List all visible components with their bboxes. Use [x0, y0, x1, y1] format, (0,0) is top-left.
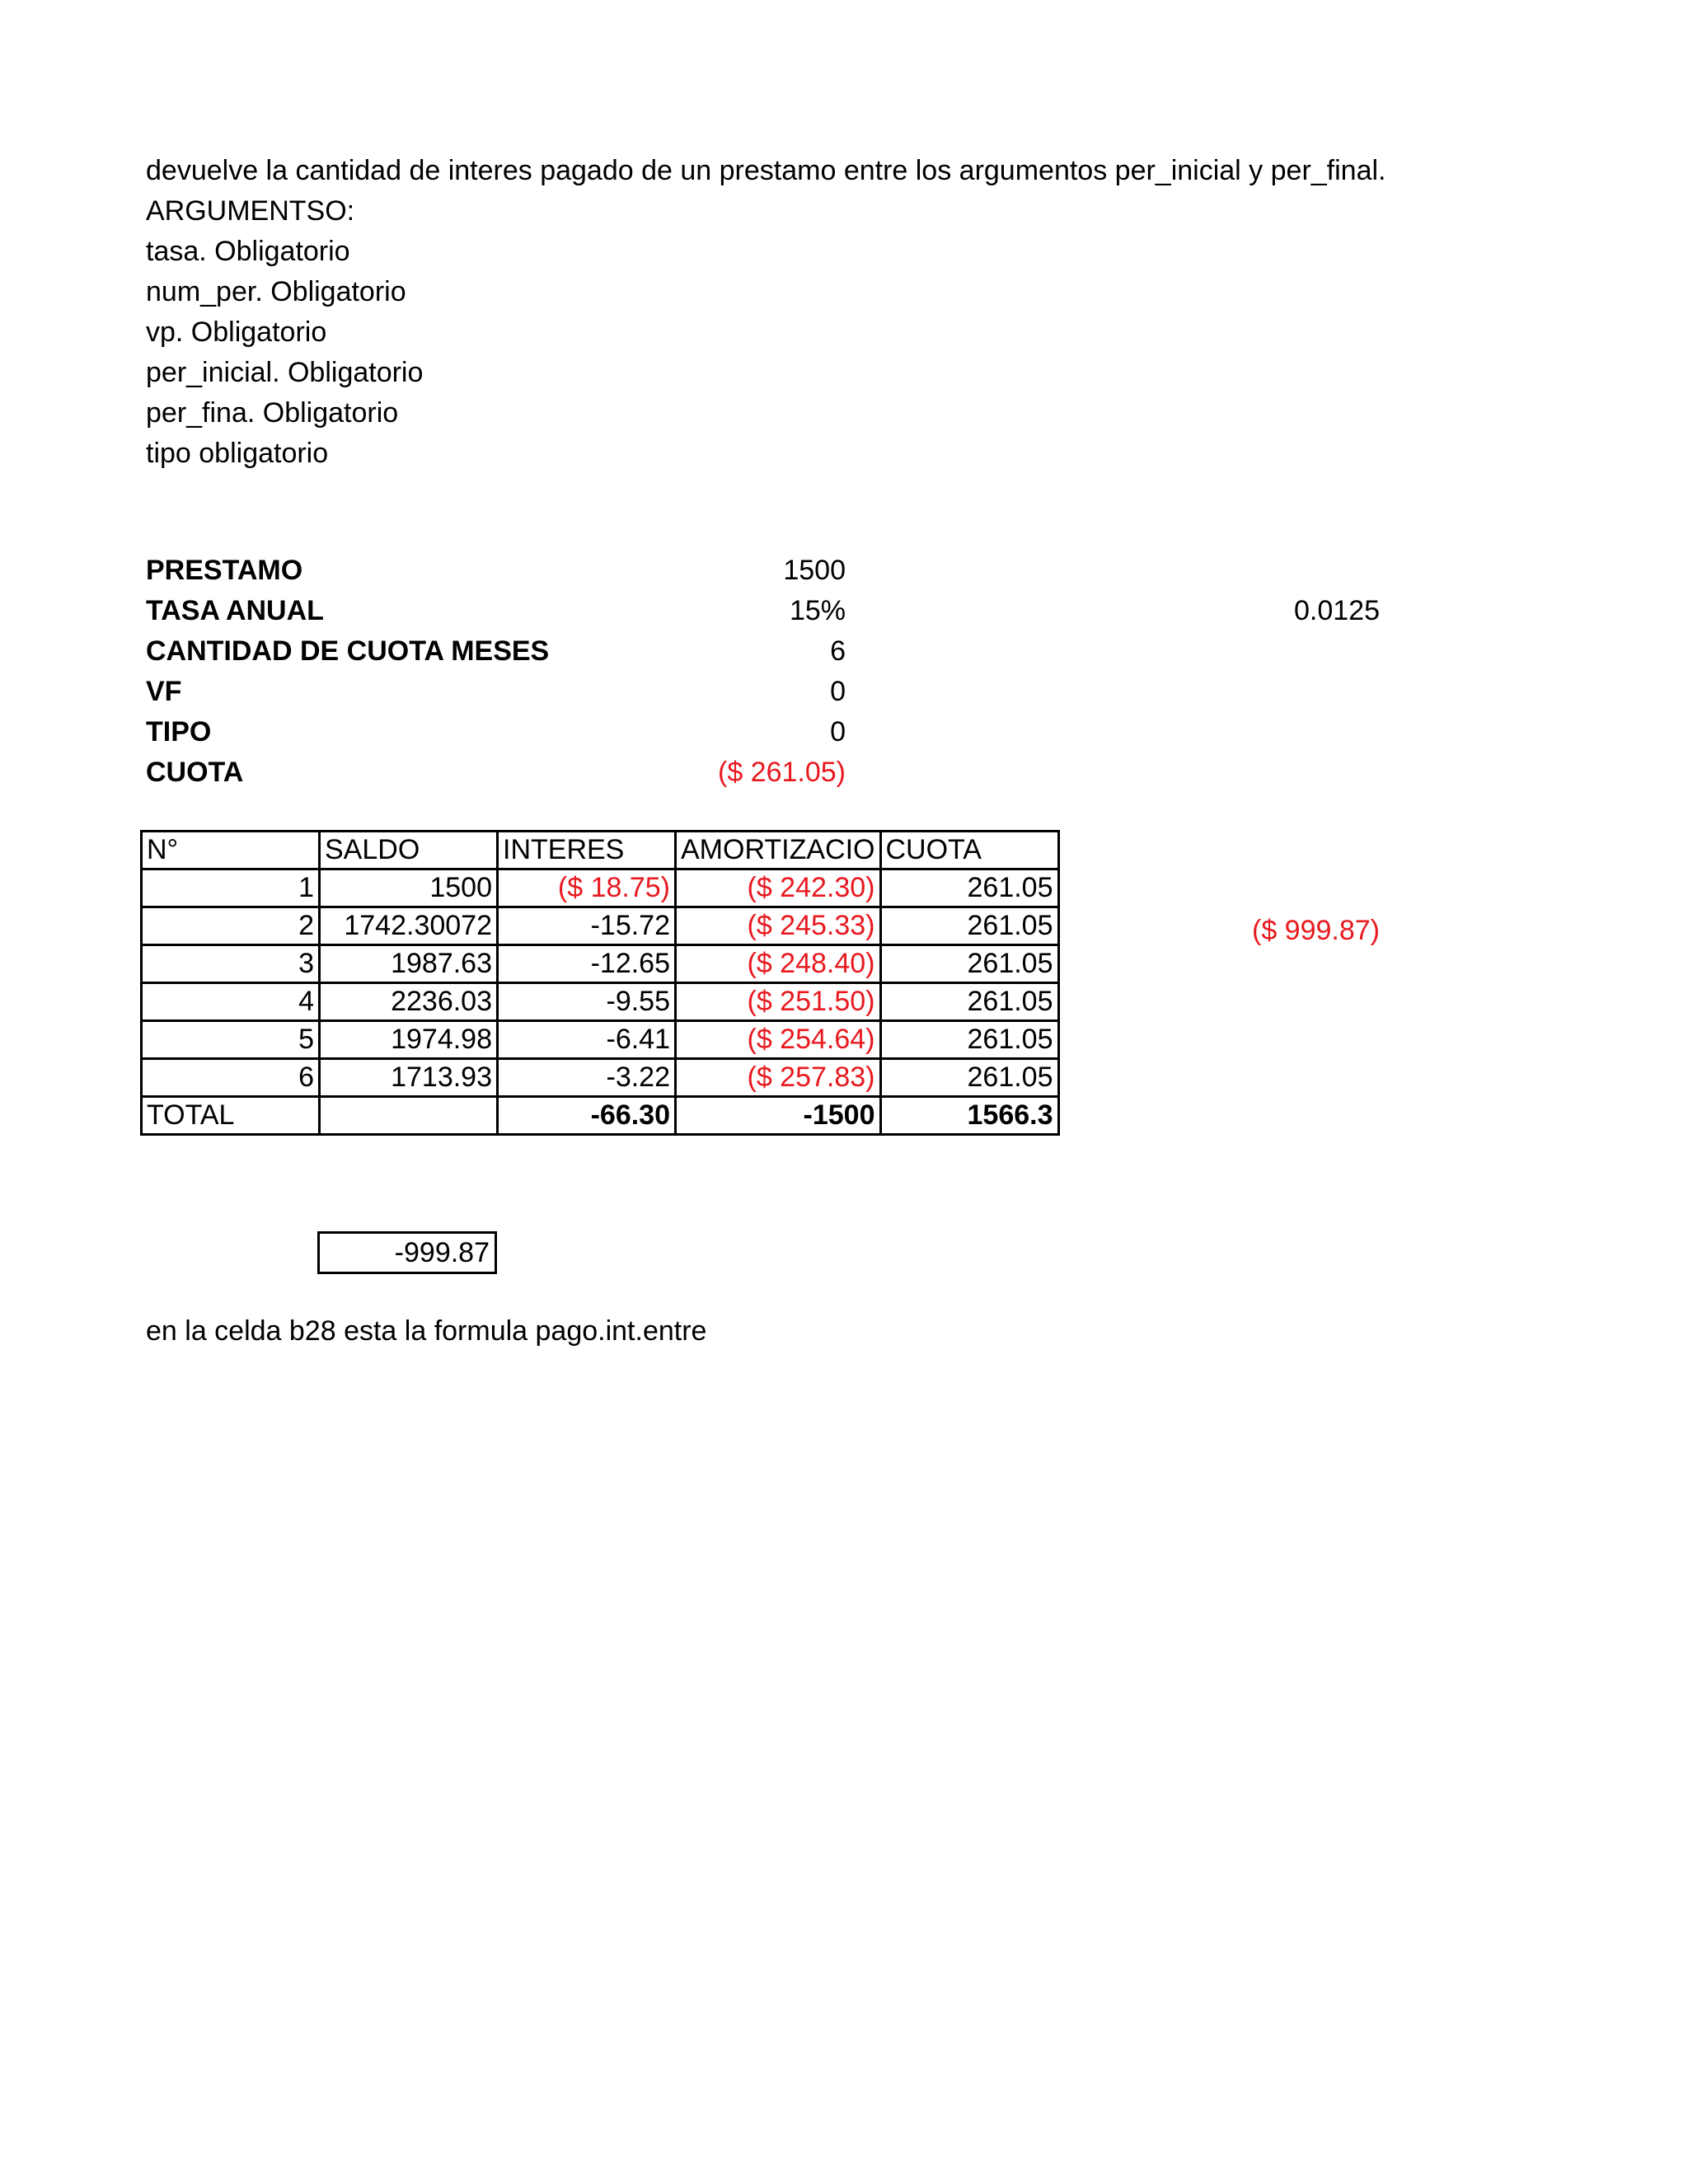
description-line-8: tipo obligatorio [146, 438, 329, 469]
meses-label: CANTIDAD DE CUOTA MESES [146, 635, 550, 667]
cell-n: 6 [142, 1059, 320, 1097]
cell-cuota: 261.05 [880, 945, 1058, 983]
prestamo-label: PRESTAMO [146, 555, 303, 586]
cell-amortizacion: ($ 251.50) [676, 983, 881, 1021]
table-row [142, 945, 1059, 983]
cell-saldo: 1974.98 [320, 1021, 498, 1059]
cell-saldo: 1500 [320, 869, 498, 907]
table-row [142, 1021, 1059, 1059]
header-amortizacion: AMORTIZACIO [676, 832, 881, 869]
total-label: TOTAL [142, 1097, 320, 1135]
cell-cuota: 261.05 [880, 907, 1058, 945]
table-total-row [142, 1097, 1059, 1135]
description-line-5: vp. Obligatorio [146, 316, 327, 348]
tipo-label: TIPO [146, 716, 212, 748]
tasa-monthly-value: 0.0125 [1294, 595, 1380, 626]
cell-n: 2 [142, 907, 320, 945]
table-row [142, 1059, 1059, 1097]
table-row [142, 869, 1059, 907]
cell-cuota: 261.05 [880, 1059, 1058, 1097]
cell-interes: -6.41 [498, 1021, 676, 1059]
cell-cuota: 261.05 [880, 983, 1058, 1021]
description-line-6: per_inicial. Obligatorio [146, 357, 424, 388]
prestamo-value: 1500 [783, 555, 846, 586]
cell-interes: -9.55 [498, 983, 676, 1021]
footer-note: en la celda b28 esta la formula pago.int.entre [146, 1315, 707, 1347]
header-cuota: CUOTA [880, 832, 1058, 869]
cell-saldo: 2236.03 [320, 983, 498, 1021]
table-row [142, 907, 1059, 945]
cell-amortizacion: ($ 257.83) [676, 1059, 881, 1097]
cell-saldo: 1713.93 [320, 1059, 498, 1097]
cell-cuota: 261.05 [880, 1021, 1058, 1059]
cell-interes: -12.65 [498, 945, 676, 983]
cuota-value: ($ 261.05) [718, 757, 846, 788]
table-header-row [142, 832, 1059, 869]
total-saldo [320, 1097, 498, 1135]
cell-n: 1 [142, 869, 320, 907]
meses-value: 6 [830, 635, 846, 667]
result-box: -999.87 [317, 1231, 497, 1274]
header-saldo: SALDO [320, 832, 498, 869]
cell-amortizacion: ($ 248.40) [676, 945, 881, 983]
cell-amortizacion: ($ 242.30) [676, 869, 881, 907]
description-line-2: ARGUMENTSO: [146, 195, 355, 227]
amortization-table [140, 830, 1060, 1136]
cell-n: 3 [142, 945, 320, 983]
cell-saldo: 1987.63 [320, 945, 498, 983]
cell-interes: -3.22 [498, 1059, 676, 1097]
cell-saldo: 1742.30072 [320, 907, 498, 945]
cell-amortizacion: ($ 245.33) [676, 907, 881, 945]
tasa-value: 15% [789, 595, 846, 626]
total-amortizacion: -1500 [676, 1097, 881, 1135]
tipo-value: 0 [830, 716, 846, 748]
description-line-1: devuelve la cantidad de interes pagado de un prestamo entre los argumentos per_inicial y per_final. [146, 155, 1386, 186]
table-row [142, 983, 1059, 1021]
side-result-value: ($ 999.87) [1252, 915, 1380, 946]
cell-n: 5 [142, 1021, 320, 1059]
cell-interes: -15.72 [498, 907, 676, 945]
cell-n: 4 [142, 983, 320, 1021]
total-cuota: 1566.3 [880, 1097, 1058, 1135]
description-line-4: num_per. Obligatorio [146, 276, 406, 307]
cell-interes: ($ 18.75) [498, 869, 676, 907]
vf-value: 0 [830, 676, 846, 707]
description-line-3: tasa. Obligatorio [146, 236, 350, 267]
header-n: N° [142, 832, 320, 869]
cuota-label: CUOTA [146, 757, 244, 788]
total-interes: -66.30 [498, 1097, 676, 1135]
header-interes: INTERES [498, 832, 676, 869]
description-line-7: per_fina. Obligatorio [146, 397, 399, 429]
cell-amortizacion: ($ 254.64) [676, 1021, 881, 1059]
cell-cuota: 261.05 [880, 869, 1058, 907]
vf-label: VF [146, 676, 182, 707]
tasa-label: TASA ANUAL [146, 595, 324, 626]
